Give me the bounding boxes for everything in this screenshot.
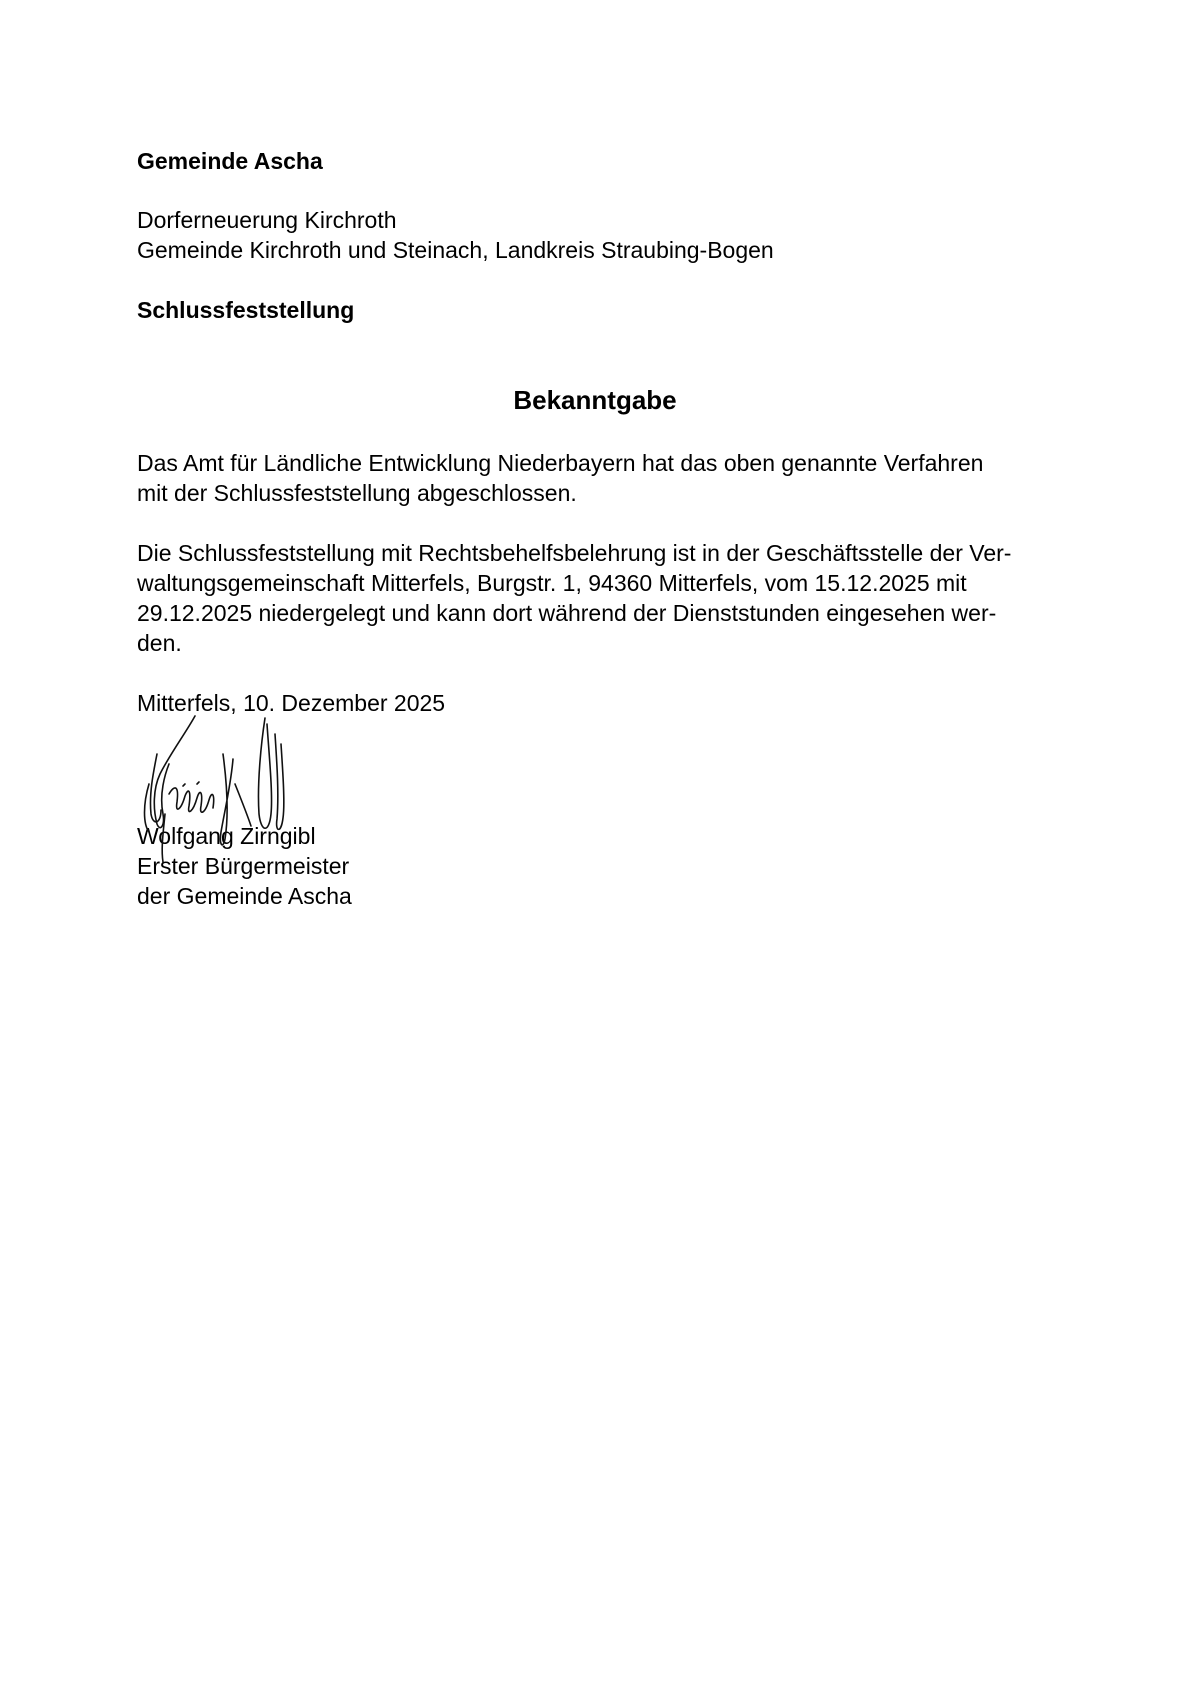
- paragraph-2-line: 29.12.2025 niedergelegt und kann dort während der Dienststunden eingesehen wer-: [137, 600, 997, 626]
- place-date: Mitterfels, 10. Dezember 2025: [137, 690, 446, 716]
- authority-title: Gemeinde Ascha: [137, 148, 323, 174]
- paragraph-2-line: Die Schlussfeststellung mit Rechtsbehelfsbelehrung ist in der Geschäftsstelle der Ver-: [137, 540, 1012, 566]
- signer-org: der Gemeinde Ascha: [137, 883, 352, 909]
- project-line-1: Dorferneuerung Kirchroth: [137, 207, 397, 233]
- paragraph-2-line: waltungsgemeinschaft Mitterfels, Burgstr. 1, 94360 Mitterfels, vom 15.12.2025 mit: [137, 570, 967, 596]
- paragraph-1-line: mit der Schlussfeststellung abgeschlossen.: [137, 480, 577, 506]
- subject-title: Schlussfeststellung: [137, 297, 355, 323]
- project-line-2: Gemeinde Kirchroth und Steinach, Landkreis Straubing-Bogen: [137, 237, 774, 263]
- paragraph-2: [137, 538, 1011, 658]
- paragraph-2-line: den.: [137, 630, 182, 656]
- paragraph-1-line: Das Amt für Ländliche Entwicklung Niederbayern hat das oben genannte Verfahren: [137, 450, 984, 476]
- paragraph-1: [137, 448, 983, 508]
- signer-name: Wolfgang Zirngibl: [137, 823, 316, 849]
- signer-title: Erster Bürgermeister: [137, 853, 350, 879]
- announcement-heading: Bekanntgabe: [513, 385, 677, 415]
